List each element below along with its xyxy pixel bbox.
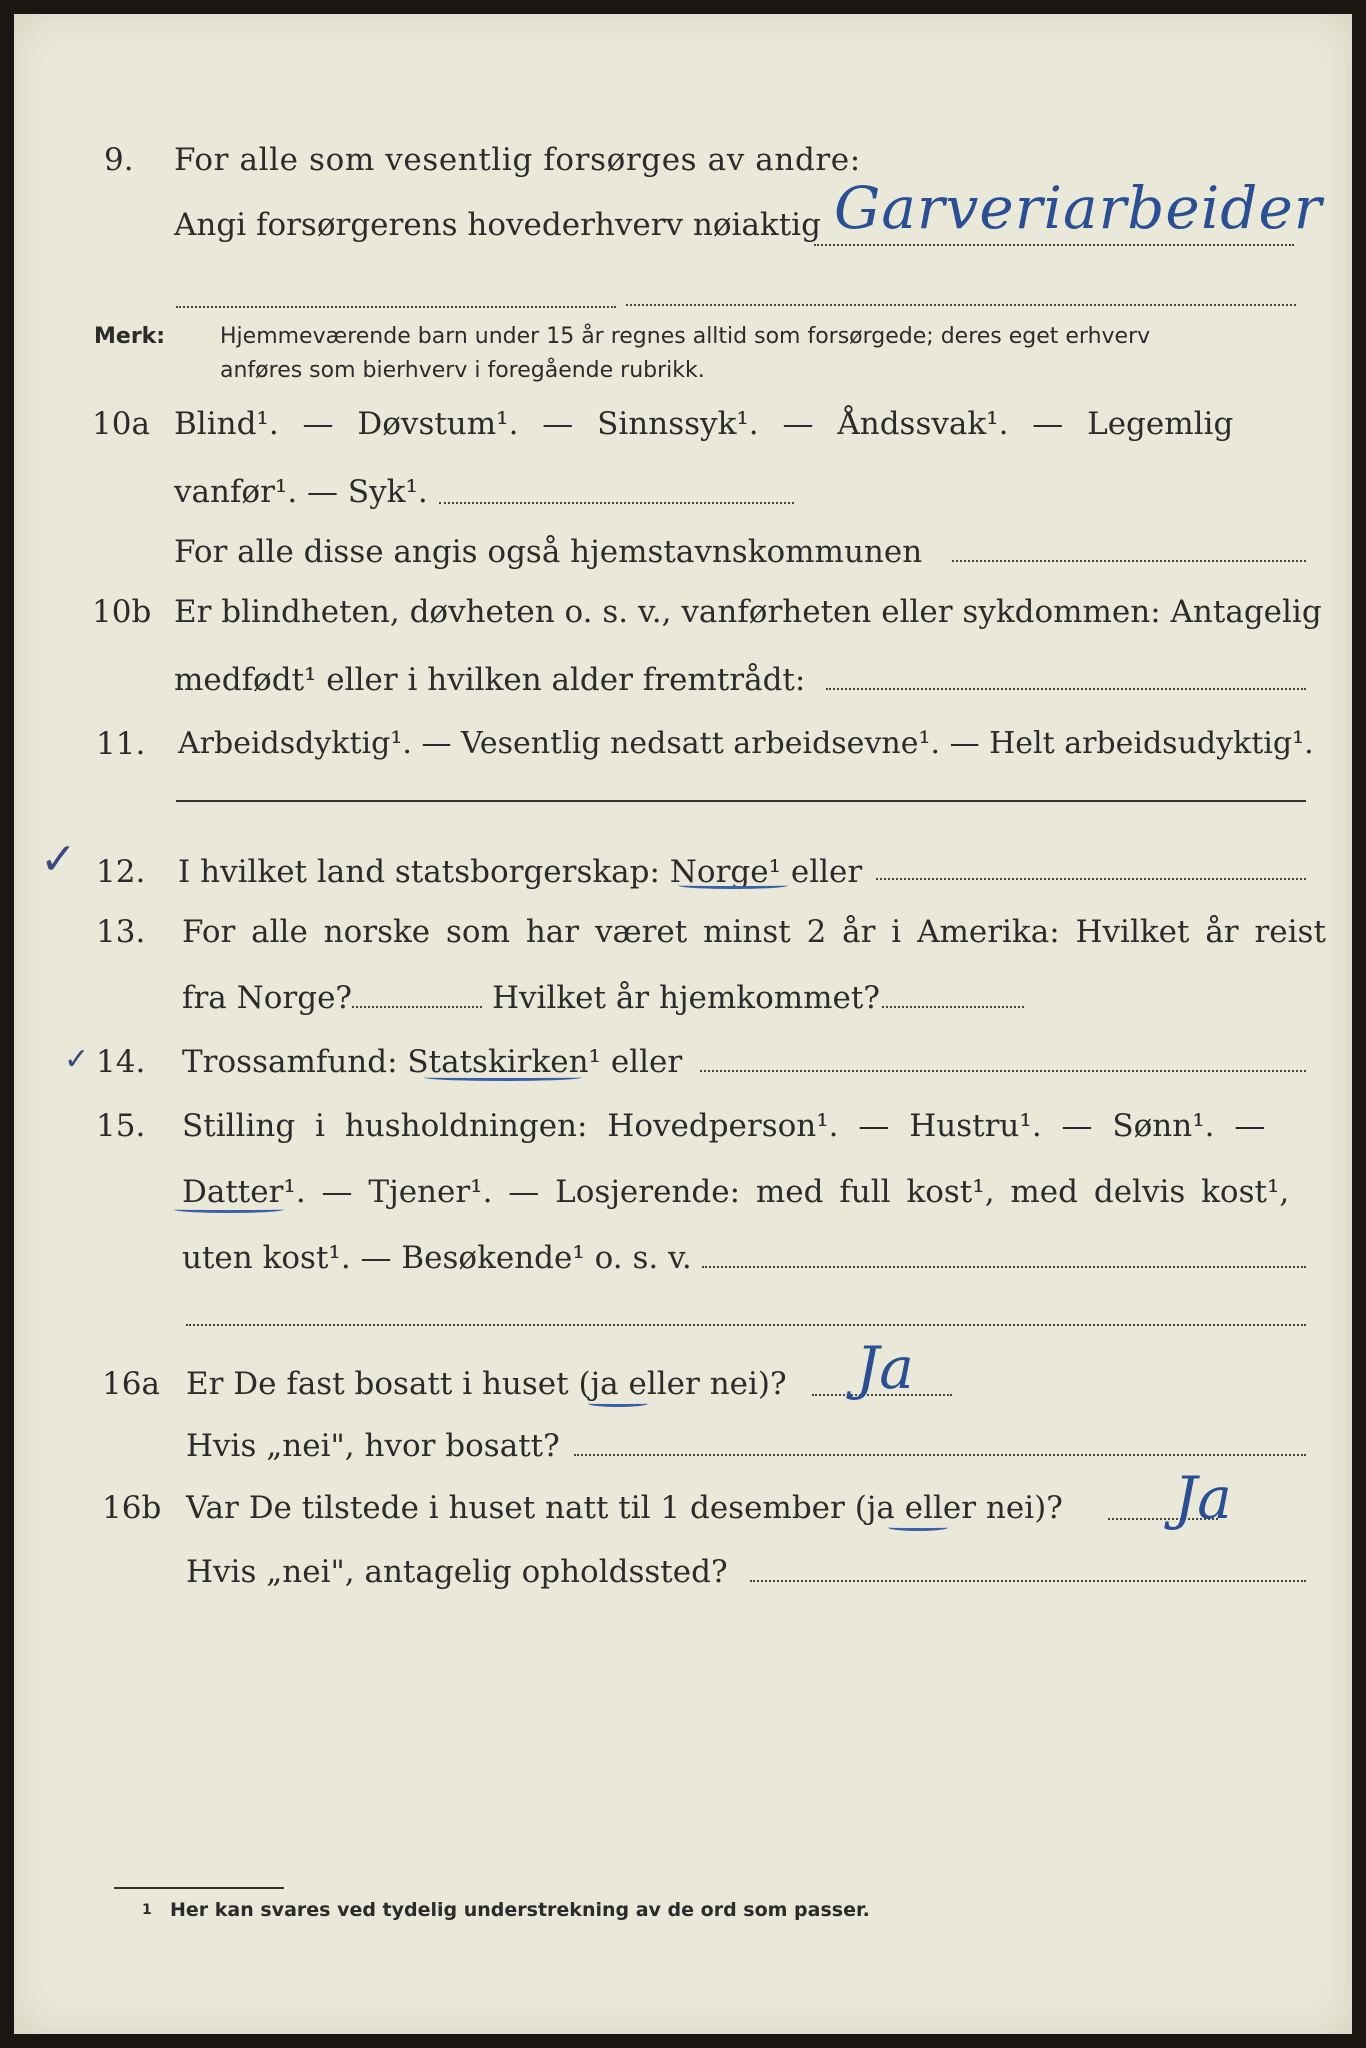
q16a-text-1: Er De fast bosatt i huset (ja eller nei)? — [186, 1366, 787, 1402]
q9-number: 9. — [104, 142, 134, 178]
q12-number: 12. — [96, 854, 146, 890]
q11-line1 — [14, 726, 1352, 786]
check-mark-icon: ✓ — [40, 834, 77, 885]
q14-text-1: Trossamfund: Statskirken¹ eller — [182, 1044, 683, 1080]
q14-number: 14. — [96, 1044, 146, 1080]
q15-text-2: Datter¹. — Tjener¹. — Losjerende: med full kost¹, med delvis kost¹, — [182, 1174, 1290, 1210]
q16a-line1 — [14, 1366, 1352, 1426]
q10b-line2 — [14, 662, 1352, 722]
q9-text-2: Angi forsørgerens hovederhverv nøiaktig — [174, 207, 821, 243]
q15-text-3: uten kost¹. — Besøkende¹ o. s. v. — [182, 1240, 692, 1276]
footnote-divider — [114, 1887, 284, 1889]
q13-hjemkommet-line — [882, 1006, 1024, 1008]
footnote-text: Her kan svares ved tydelig understrekning av de ord som passer. — [170, 1899, 870, 1921]
footnote-mark: 1 — [142, 1902, 152, 1918]
q16a-line2 — [14, 1428, 1352, 1488]
q14-statskirken-underline — [424, 1074, 582, 1081]
q9-extra-line-right — [626, 304, 1296, 306]
q10a-line2 — [14, 474, 1352, 534]
q15-extra-line — [186, 1324, 1306, 1326]
q16b-text-1: Var De tilstede i huset natt til 1 desember (ja eller nei)? — [186, 1490, 1063, 1526]
q16a-ja-underline — [588, 1400, 648, 1407]
q15-line3 — [14, 1240, 1352, 1300]
q10a-line3 — [14, 534, 1352, 594]
q10a-text-3: For alle disse angis også hjemstavnskommunen — [174, 534, 923, 570]
q13-reist-line — [352, 1006, 482, 1008]
q16b-opholdssted-line — [750, 1580, 1306, 1582]
q10b-text-1: Er blindheten, døvheten o. s. v., vanførheten eller sykdommen: Antagelig — [174, 594, 1322, 630]
q15-line2 — [14, 1174, 1352, 1234]
q13-text-2a: fra Norge? — [182, 980, 353, 1016]
q10b-answer-line — [826, 688, 1306, 690]
q16b-text-2: Hvis „nei", antagelig opholdssted? — [186, 1554, 728, 1590]
q16b-number: 16b — [102, 1490, 162, 1526]
q16b-line2 — [14, 1554, 1352, 1614]
q9-text-1: For alle som vesentlig forsørges av andre: — [174, 142, 861, 178]
q15-text-1: Stilling i husholdningen: Hovedperson¹. — Hustru¹. — Sønn¹. — — [182, 1108, 1266, 1144]
q10b-line1 — [14, 594, 1352, 654]
q10b-number: 10b — [92, 594, 152, 630]
q13-text-1: For alle norske som har været minst 2 år i Amerika: Hvilket år reist — [182, 914, 1326, 950]
q12-text-1: I hvilket land statsborgerskap: Norge¹ eller — [178, 854, 863, 890]
q15-answer-line — [702, 1266, 1306, 1268]
q11-answer-line — [176, 800, 1306, 802]
q15-datter-underline — [174, 1206, 284, 1213]
q16b-ja-underline — [888, 1524, 948, 1531]
merk-label: Merk: — [94, 324, 166, 349]
merk-text-2: anføres som bierhverv i foregående rubrikk. — [220, 358, 705, 383]
q10b-text-2: medfødt¹ eller i hvilken alder fremtrådt: — [174, 662, 806, 698]
q16a-number: 16a — [102, 1366, 160, 1402]
check-mark-icon-2: ✓ — [64, 1042, 90, 1077]
q10a-text-1: Blind¹. — Døvstum¹. — Sinnssyk¹. — Åndssvak¹. — Legemlig — [174, 406, 1234, 442]
q11-number: 11. — [96, 726, 146, 762]
q16b-line1 — [14, 1490, 1352, 1550]
q15-number: 15. — [96, 1108, 146, 1144]
census-form-page — [14, 14, 1352, 2034]
q10a-text-2: vanfør¹. — Syk¹. — [174, 474, 428, 510]
q12-answer-line — [876, 878, 1306, 880]
q16a-bosatt-line — [574, 1454, 1306, 1456]
merk-text-1: Hjemmeværende barn under 15 år regnes alltid som forsørgede; deres eget erhverv — [220, 324, 1151, 349]
q9-answer-line — [814, 244, 1294, 246]
q16b-handwritten-answer: Ja — [1174, 1464, 1232, 1532]
q14-line1 — [14, 1044, 1352, 1104]
q13-line1 — [14, 914, 1352, 974]
q10a-syk-line — [439, 502, 794, 504]
q10a-line1 — [14, 406, 1352, 466]
q14-answer-line — [700, 1070, 1306, 1072]
q10a-number: 10a — [92, 406, 150, 442]
q16a-text-2: Hvis „nei", hvor bosatt? — [186, 1428, 560, 1464]
q13-text-2b: Hvilket år hjemkommet? — [492, 980, 880, 1016]
q11-text-1: Arbeidsdyktig¹. — Vesentlig nedsatt arbeidsevne¹. — Helt arbeidsudyktig¹. — [178, 726, 1314, 761]
q15-line1 — [14, 1108, 1352, 1168]
q10a-hjemstavn-line — [952, 560, 1306, 562]
q13-number: 13. — [96, 914, 146, 950]
q16a-handwritten-answer: Ja — [856, 1334, 914, 1402]
q9-handwritten-answer: Garveriarbeider — [834, 174, 1323, 242]
q12-norge-underline — [678, 882, 788, 889]
q13-line2 — [14, 980, 1352, 1040]
q9-extra-line-left — [176, 306, 616, 308]
